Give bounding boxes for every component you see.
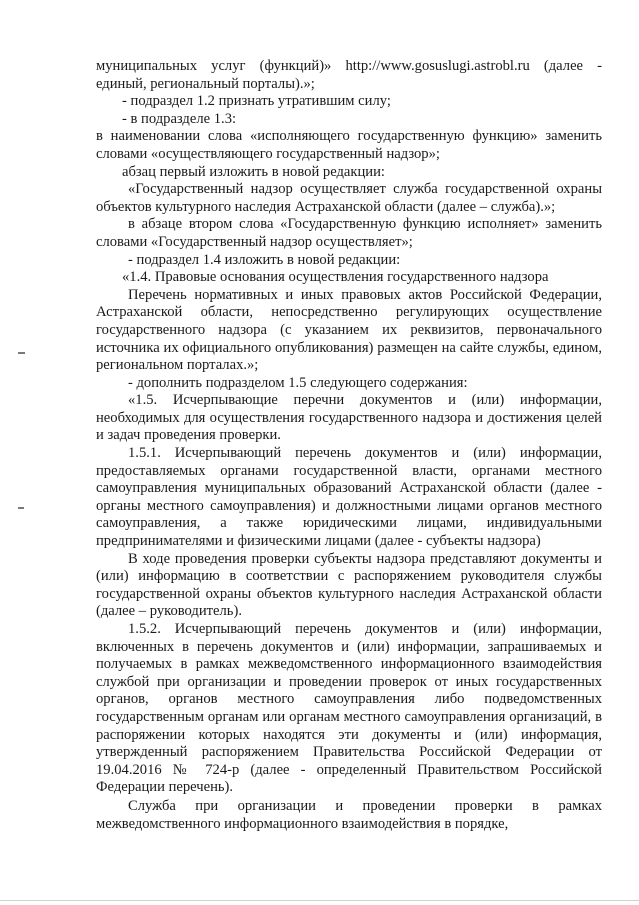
section-heading: «1.4. Правовые основания осуществления государственного надзора (122, 269, 549, 286)
page-bottom-edge (0, 900, 639, 901)
paragraph: В ходе проведения проверки субъекты надзора представляют документы и (или) информацию в соответствии с распоряжением руководителя службы государственной охраны объектов культурного наследия Астраханской области (далее – руководитель). (96, 550, 602, 620)
paragraph: - дополнить подразделом 1.5 следующего содержания: (128, 374, 468, 391)
paragraph: - в подразделе 1.3: (122, 110, 237, 127)
paragraph: в наименовании слова «исполняющего государственную функцию» заменить словами «осуществляющего государственный надзор»; (96, 128, 602, 162)
paragraph: муниципальных услуг (функций)» http://www.gosuslugi.astrobl.ru (далее - единый, региональный порталы).»; (96, 58, 602, 92)
quoted-paragraph: «Государственный надзор осуществляет служба государственной охраны объектов культурного наследия Астраханской области (далее – служба).»; (96, 181, 602, 215)
paragraph: - подраздел 1.2 признать утратившим силу; (122, 93, 391, 110)
paragraph: 1.5.1. Исчерпывающий перечень документов и (или) информации, предоставляемых органами государственной власти, органами местного самоуправления муниципальных образований Астраханской области (далее - органы местного самоуправления) и должностными лицами органов местного самоуправления, а также юридическими лицами, индивидуальными предпринимателями и физическими лицами (далее - субъекты надзора) (96, 445, 602, 550)
paragraph: в абзаце втором слова «Государственную функцию исполняет» заменить словами «Государственный надзор осуществляет»; (96, 216, 602, 250)
scan-margin-mark (18, 507, 24, 509)
paragraph: 1.5.2. Исчерпывающий перечень документов и (или) информации, включенных в перечень документов и (или) информации, запрашиваемых и получаемых в рамках межведомственного информационного взаимодействия службой при организации и проведении проверок от иных государственных органов, органов местного самоуправления либо подведомственных государственным органам или органам местного самоуправления организаций, в распоряжении которых находятся эти документы и (или) информация, утвержденный распоряжением Правительства Российской Федерации от 19.04.2016 № 724-р (далее - определенный Правительством Российской Федерации перечень). (96, 621, 602, 796)
document-body (96, 58, 602, 833)
paragraph: абзац первый изложить в новой редакции: (122, 163, 385, 180)
paragraph: Служба при организации и проведении проверки в рамках межведомственного информационного взаимодействия в порядке, (96, 797, 602, 832)
paragraph: - подраздел 1.4 изложить в новой редакции: (128, 251, 401, 268)
section-heading: «1.5. Исчерпывающие перечни документов и (или) информации, необходимых для осуществления государственного надзора и достижения целей и задач проведения проверки. (96, 392, 602, 444)
scan-margin-mark (18, 352, 25, 354)
paragraph: Перечень нормативных и иных правовых актов Российской Федерации, Астраханской области, непосредственно регулирующих осуществление государственного надзора (с указанием их реквизитов, первоначального источника их официального опубликования) размещен на сайте службы, едином, региональном порталах.»; (96, 286, 602, 374)
